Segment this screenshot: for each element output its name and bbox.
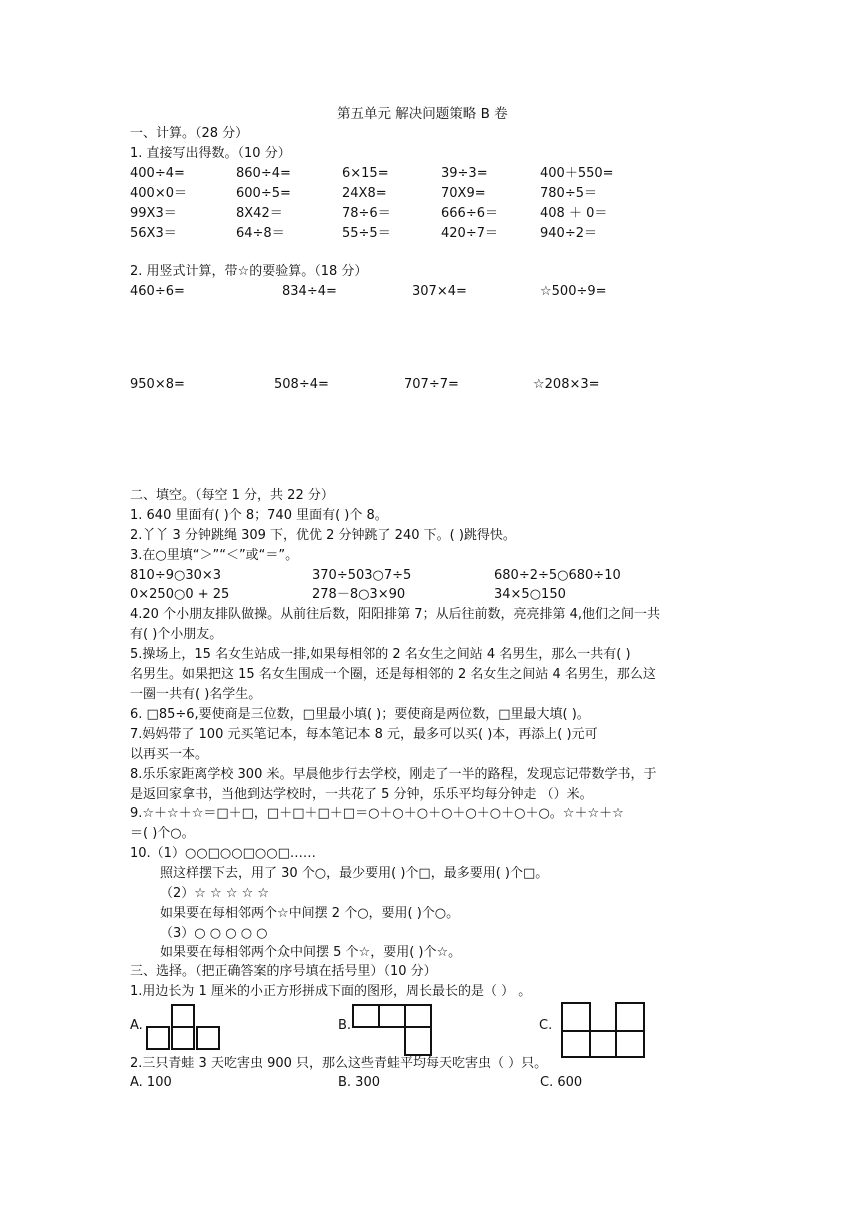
math-item: 860÷4= [236, 166, 291, 181]
fill-q3: 3.在○里填“＞”“＜”或“＝”。 [130, 548, 299, 563]
fill-q5-line1: 5.操场上，15 名女生站成一排,如果每相邻的 2 名女生之间站 4 名男生，那么一共有( ) [130, 647, 631, 662]
fill-q10-line3: （2）☆ ☆ ☆ ☆ ☆ [160, 886, 270, 901]
fill-q8-line2: 是返回家拿书，当他到达学校时，一共花了 5 分钟，乐乐平均每分钟走 （）米。 [130, 787, 593, 802]
figure-c [561, 1002, 645, 1058]
vertical-calc-item: 307×4= [412, 284, 467, 299]
fill-q8-line1: 8.乐乐家距离学校 300 米。早晨他步行去学校，刚走了一半的路程，发现忘记带数学书，于 [130, 767, 657, 782]
vertical-calc-item: ☆208×3= [533, 377, 600, 392]
math-item: 666÷6＝ [441, 206, 498, 221]
math-item: 940÷2＝ [540, 226, 597, 241]
compare-item: 34×5○150 [494, 587, 566, 602]
compare-item: 0×250○0 + 25 [130, 587, 230, 602]
option-a-label: A. [130, 1018, 143, 1033]
fill-q4-line2: 有( )个小朋友。 [130, 627, 223, 642]
compare-item: 810÷9○30×3 [130, 568, 222, 583]
vertical-calc-item: ☆500÷9= [540, 284, 607, 299]
math-item: 420÷7＝ [441, 226, 498, 241]
fill-q7-line2: 以再买一本。 [130, 747, 209, 762]
section-1-heading: 一、计算。（28 分） [130, 126, 249, 141]
math-item: 78÷6＝ [342, 206, 391, 221]
fill-q9-line1: 9.☆＋☆＋☆＝□＋□，□＋□＋□＋□＝○＋○＋○＋○＋○＋○＋○＋○。☆＋☆＋☆ [130, 806, 624, 821]
math-item: 400＋550= [540, 166, 614, 181]
math-item: 780÷5＝ [540, 186, 597, 201]
page-title: 第五单元 解决问题策略 B 卷 [337, 106, 508, 122]
fill-q10-line5: （3）○ ○ ○ ○ ○ [160, 926, 268, 941]
choice-q2-option: A. 100 [130, 1075, 172, 1090]
q2-heading: 2. 用竖式计算，带☆的要验算。（18 分） [130, 264, 368, 279]
vertical-calc-item: 460÷6= [130, 284, 185, 299]
math-item: 8X42＝ [236, 206, 283, 221]
option-b-label: B. [338, 1018, 352, 1033]
math-item: 400×0＝ [130, 186, 187, 201]
math-item: 400÷4= [130, 166, 185, 181]
compare-item: 680÷2÷5○680÷10 [494, 568, 621, 583]
vertical-calc-item: 834÷4= [282, 284, 337, 299]
fill-q7-line1: 7.妈妈带了 100 元买笔记本，每本笔记本 8 元，最多可以买( )本，再添上( )元可 [130, 727, 598, 742]
math-item: 24X8= [342, 186, 387, 201]
math-item: 70X9= [441, 186, 486, 201]
math-item: 56X3＝ [130, 226, 177, 241]
math-item: 408 ＋ 0＝ [540, 206, 608, 221]
fill-q10-line2: 照这样摆下去，用了 30 个○，最少要用( )个□，最多要用( )个□。 [160, 866, 549, 881]
math-item: 39÷3= [441, 166, 488, 181]
q1-heading: 1. 直接写出得数。（10 分） [130, 146, 291, 161]
vertical-calc-item: 508÷4= [274, 377, 329, 392]
section-2-heading: 二、填空。（每空 1 分，共 22 分） [130, 488, 334, 503]
math-item: 64÷8＝ [236, 226, 285, 241]
option-c-label: C. [539, 1018, 553, 1033]
vertical-calc-item: 707÷7= [404, 377, 459, 392]
compare-item: 370÷503○7÷5 [312, 568, 412, 583]
fill-q5-line3: 一圈一共有( )名学生。 [130, 687, 262, 702]
compare-item: 278－8○3×90 [312, 587, 406, 602]
choice-q1: 1.用边长为 1 厘米的小正方形拼成下面的图形，周长最长的是（ ） 。 [130, 984, 532, 999]
fill-q10-line4: 如果要在每相邻两个☆中间摆 2 个○，要用( )个○。 [160, 906, 460, 921]
fill-q10-line1: 10.（1）○○□○○□○○□…… [130, 846, 316, 861]
figure-b [352, 1004, 432, 1056]
vertical-calc-item: 950×8= [130, 377, 185, 392]
math-item: 600÷5= [236, 186, 291, 201]
choice-q2: 2.三只青蛙 3 天吃害虫 900 只，那么这些青蛙平均每天吃害虫（ ）只。 [130, 1056, 548, 1071]
choice-q2-option: B. 300 [338, 1075, 380, 1090]
figure-a [146, 1004, 220, 1052]
fill-q9-line2: ＝( )个○。 [130, 826, 195, 841]
fill-q1: 1. 640 里面有( )个 8；740 里面有( )个 8。 [130, 508, 388, 523]
math-item: 99X3＝ [130, 206, 177, 221]
math-item: 55÷5＝ [342, 226, 391, 241]
fill-q10-line6: 如果要在每相邻两个众中间摆 5 个☆，要用( )个☆。 [160, 945, 462, 960]
fill-q2: 2.丫丫 3 分钟跳绳 309 下，优优 2 分钟跳了 240 下。( )跳得快。 [130, 528, 516, 543]
fill-q5-line2: 名男生。如果把这 15 名女生围成一个圈，还是每相邻的 2 名女生之间站 4 名男生，那么这 [130, 667, 656, 682]
section-3-heading: 三、选择。（把正确答案的序号填在括号里）（10 分） [130, 964, 437, 979]
fill-q4-line1: 4.20 个小朋友排队做操。从前往后数，阳阳排第 7；从后往前数，亮亮排第 4,他们之间一共 [130, 607, 661, 622]
fill-q6: 6. □85÷6,要使商是三位数，□里最小填( )；要使商是两位数，□里最大填( )。 [130, 707, 590, 722]
choice-q2-option: C. 600 [540, 1075, 583, 1090]
math-item: 6×15= [342, 166, 389, 181]
